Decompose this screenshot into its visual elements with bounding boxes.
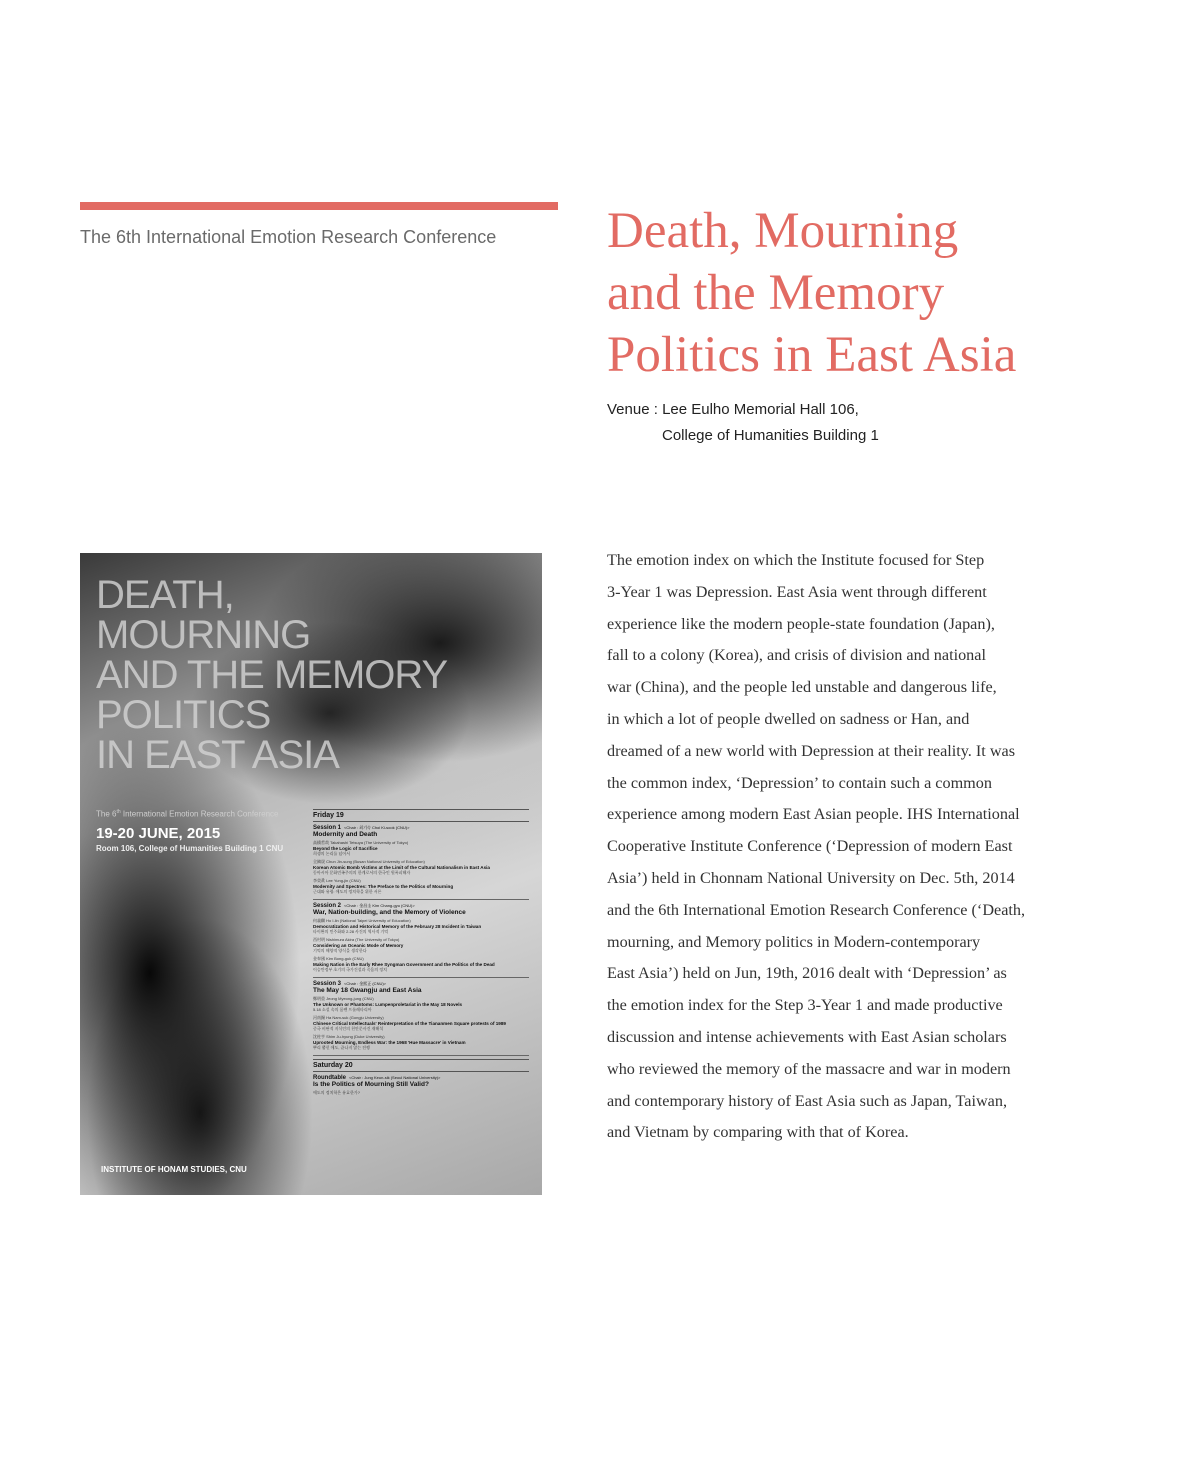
body-line: 3-Year 1 was Depression. East Asia went through different: [607, 582, 987, 601]
session-label: Session 2: [313, 903, 342, 909]
body-line: mourning, and Memory politics in Modern-contemporary: [607, 932, 981, 951]
body-line: experience like the modern people-state foundation (Japan),: [607, 614, 995, 633]
body-line: fall to a colony (Korea), and crisis of division and national: [607, 646, 986, 665]
talk-korean-title: 희생의 논리를 넘어서: [313, 851, 350, 856]
body-line: the common index, ‘Depression’ to contain such a common: [607, 773, 992, 792]
talk-speaker: 全鎭晟 Chun Jin-sung (Busan National University of Education): [313, 859, 425, 864]
poster-heading-line: AND THE MEMORY: [96, 653, 448, 697]
talk: [313, 859, 529, 876]
poster-conf-sup: th: [116, 809, 121, 815]
talk-speaker: 河南錫 Ha Nam-suk (Gongju University): [313, 1015, 384, 1020]
talk-title: Beyond the Logic of Sacrifice: [313, 846, 378, 851]
talk-speaker: 何義麟 Ho I-lin (National Taipei University of Education): [313, 918, 411, 923]
session-chair: <Chair : 최기숙 Choi Ki-sook (CNU)>: [344, 825, 410, 830]
session-1: [313, 825, 529, 900]
talk-korean-title: 근대와 유령: 애도의 정치학을 위한 서론: [313, 889, 382, 894]
talk-title: The Unknown or Phantoms: Lumpenproletariat in the May 18 Novels: [313, 1002, 463, 1007]
conference-label: The 6th International Emotion Research Conference: [80, 227, 497, 247]
session-title: The May 18 Gwangju and East Asia: [313, 987, 422, 994]
roundtable-title: Is the Politics of Mourning Still Valid?: [313, 1081, 429, 1088]
body-line: who reviewed the memory of the massacre and war in modern: [607, 1059, 1011, 1078]
talk-title: Considering an Oceanic Mode of Memory: [313, 943, 404, 948]
title-line: and the Memory: [607, 265, 945, 321]
poster-conf-post: International Emotion Research Conference: [120, 809, 279, 819]
poster-heading-line: POLITICS: [96, 693, 271, 737]
talk-title: Chinese Critical Intellectuals' Reinterpretation of the Tiananmen Square protests of 1989: [313, 1021, 506, 1026]
poster-program: [313, 809, 529, 1098]
session-3: [313, 981, 529, 1056]
body-line: Cooperative Institute Conference (‘Depression of modern East: [607, 837, 1013, 856]
poster-conf-pre: The 6: [96, 809, 117, 819]
day-heading: Saturday 20: [313, 1059, 529, 1072]
session-label: Session 3: [313, 981, 342, 987]
body-line: dreamed of a new world with Depression at their reality. It was: [607, 741, 1015, 760]
talk-speaker: 李榮眞 Lee Yung-jin (CNU): [313, 878, 361, 883]
talk: [313, 918, 529, 935]
talk-speaker: 西村明 Nishimura Akira (The University of Tokyo): [313, 937, 400, 942]
body-line: and Vietnam by comparing with that of Korea.: [607, 1123, 909, 1142]
talk-title: Korean Atomic Bomb Victims at the Limit of the Cultural Nationalism in East Asia: [313, 865, 490, 870]
talk: [313, 840, 529, 857]
title-line: Politics in East Asia: [607, 327, 1017, 383]
session-2: [313, 903, 529, 978]
session-chair: <Chair : 金熙正 (CNU)>: [344, 981, 387, 986]
talk-korean-title: 기억의 해양적 양식을 생각한다: [313, 948, 367, 953]
talk: [313, 996, 529, 1013]
session-title: Modernity and Death: [313, 831, 378, 838]
talk-korean-title: 타이완의 민주화와 2.28 사건의 역사적 기억: [313, 929, 389, 934]
talk-title: Uprooted Mourning, Endless War: the 1968 'Hue Massacre' in Vietnam: [313, 1040, 466, 1045]
page-title: [607, 200, 1167, 386]
body-paragraph: [607, 545, 1117, 1149]
roundtable: [313, 1075, 529, 1096]
talk-speaker: 高橋哲哉 Takahashi Tetsuya (The University of Tokyo): [313, 840, 409, 845]
body-line: war (China), and the people led unstable and dangerous life,: [607, 678, 997, 697]
talk-title: Democratization and Historical Memory of the February 28 Incident in Taiwan: [313, 924, 482, 929]
title-line: Death, Mourning: [607, 203, 959, 259]
roundtable-chair: <Chair : Jung Keun-sik (Seoul National University)>: [349, 1075, 441, 1080]
venue: [607, 397, 879, 449]
body-line: discussion and intense achievements with East Asian scholars: [607, 1027, 1007, 1046]
venue-label: Venue :: [607, 401, 663, 418]
talk-korean-title: 이승만정부 초기의 국가건설과 죽음의 정치: [313, 967, 387, 972]
talk-korean-title: 뿌리 뽑힌 애도, 끝나지 않는 전쟁: [313, 1045, 370, 1050]
talk: [313, 878, 529, 895]
poster-heading-line: DEATH,: [96, 573, 234, 617]
body-line: experience among modern East Asian people. IHS International: [607, 805, 1020, 824]
body-line: and contemporary history of East Asia such as Japan, Taiwan,: [607, 1091, 1008, 1110]
poster-institute: INSTITUTE OF HONAM STUDIES, CNU: [101, 1165, 247, 1174]
session-title: War, Nation-building, and the Memory of Violence: [313, 909, 466, 916]
poster-heading-line: IN EAST ASIA: [96, 733, 339, 777]
poster-room: Room 106, College of Humanities Building 1 CNU: [96, 844, 284, 853]
roundtable-korean-title: 애도의 정치학은 유효한가?: [313, 1090, 360, 1095]
poster-date: 19-20 JUNE, 2015: [96, 825, 221, 842]
body-line: The emotion index on which the Institute focused for Step: [607, 551, 985, 569]
talk-speaker: 鄭明重 Jeong Myeong-jung (CNU): [313, 996, 374, 1001]
accent-bar: [80, 202, 558, 210]
poster-heading-line: MOURNING: [96, 613, 311, 657]
body-line: Asia’) held in Chonnam National University on Dec. 5th, 2014: [607, 868, 1015, 887]
venue-line-2: College of Humanities Building 1: [662, 427, 879, 444]
talk: [313, 937, 529, 954]
talk-speaker: 金奉國 Kim Bong-guk (CNU): [313, 956, 364, 961]
day-heading: Friday 19: [313, 809, 529, 822]
body-line: East Asia’) held on Jun, 19th, 2016 dealt with ‘Depression’ as: [607, 964, 1007, 983]
talk-korean-title: 중국 비판적 지식인의 천안문사건 재해석: [313, 1026, 384, 1031]
poster-heading: [96, 575, 447, 775]
talk: [313, 1015, 529, 1032]
talk: [313, 956, 529, 973]
roundtable-label: Roundtable: [313, 1075, 346, 1081]
session-chair: <Chair : 金昌圭 Kim Chang-gyu (CNU)>: [344, 903, 415, 908]
talk-title: Making Nation in the Early Rhee Syngman Government and the Politics of the Dead: [313, 962, 495, 967]
poster-conference-label: [96, 809, 279, 819]
talk-korean-title: 5.18 소설 속의 룸펜 프롤레타리아: [313, 1007, 372, 1012]
session-label: Session 1: [313, 825, 342, 831]
body-line: and the 6th International Emotion Research Conference (‘Death,: [607, 900, 1026, 919]
talk-title: Modernity and Spectres: The Preface to the Politics of Mourning: [313, 884, 454, 889]
body-line: in which a lot of people dwelled on sadness or Han, and: [607, 709, 970, 728]
venue-line-1: Lee Eulho Memorial Hall 106,: [662, 401, 859, 418]
body-line: the emotion index for the Step 3-Year 1 and made productive: [607, 996, 1003, 1015]
talk: [313, 1034, 529, 1051]
conference-poster: [80, 553, 542, 1195]
talk-speaker: 沈柱亨 Shim Ju-hyung (Duke University): [313, 1034, 385, 1039]
talk-korean-title: 동아시아 문화민족주의의 한계로서의 한국인 원폭피해자: [313, 870, 411, 875]
